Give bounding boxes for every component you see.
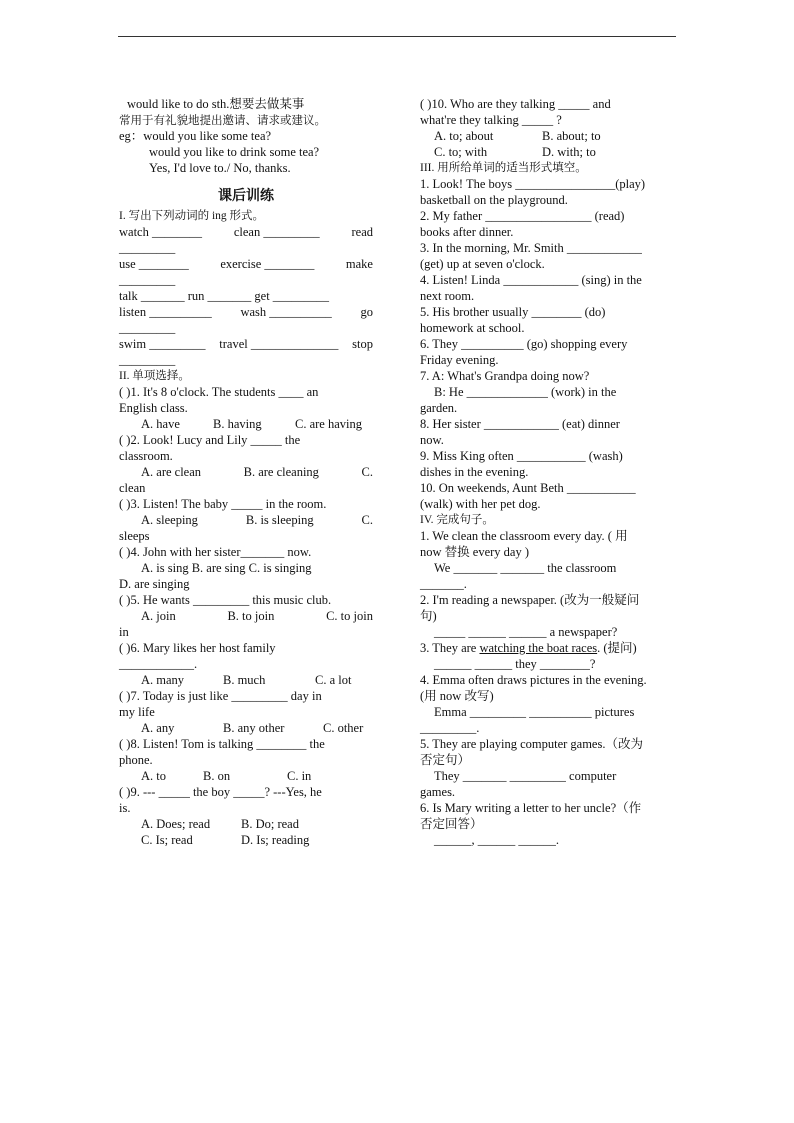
question-8-cont: phone. <box>119 753 153 767</box>
question-10-cont: what're they talking _____ ? <box>420 113 562 127</box>
underlined-phrase: watching the boat races <box>479 641 598 655</box>
fill-6-cont: Friday evening. <box>420 353 499 367</box>
intro-example-3: Yes, I'd love to./ No, thanks. <box>149 161 291 175</box>
intro-example: eg：would you like some tea? <box>119 129 272 143</box>
question-8: ( )8. Listen! Tom is talking ________ the <box>119 737 325 751</box>
question-10-options-1: A. to; about B. about; to <box>434 129 601 143</box>
intro-example-2: would you like to drink some tea? <box>149 145 320 159</box>
verb-row-1: watch ________ clean _________ read <box>119 225 373 239</box>
fill-3: 3. In the morning, Mr. Smith ____________ <box>420 241 642 255</box>
question-5-options: A. join B. to join C. to join <box>141 609 373 623</box>
verb-blank-4: _________ <box>119 321 176 335</box>
sentence-5-cont: 否定句） <box>420 753 471 767</box>
verb-blank-5: _________ <box>119 353 176 367</box>
fill-5-cont: homework at school. <box>420 321 525 335</box>
verb-blank-2: _________ <box>119 273 176 287</box>
left-column <box>119 96 373 848</box>
question-10: ( )10. Who are they talking _____ and <box>420 97 611 111</box>
section-1-title: I. 写出下列动词的 ing 形式。 <box>119 210 265 222</box>
fill-5: 5. His brother usually ________ (do) <box>420 305 606 319</box>
sentence-5-answer: They _______ _________ computer <box>434 769 617 783</box>
question-5: ( )5. He wants _________ this music club. <box>119 593 332 607</box>
question-9-options-2: C. Is; read D. Is; reading <box>141 833 310 847</box>
question-9-options-1: A. Does; read B. Do; read <box>141 817 299 831</box>
question-4-options: A. is sing B. are sing C. is singing <box>141 561 312 575</box>
right-column <box>420 96 674 848</box>
sentence-4-answer: Emma _________ __________ pictures <box>434 705 635 719</box>
fill-6: 6. They __________ (go) shopping every <box>420 337 628 351</box>
fill-10-cont: (walk) with her pet dog. <box>420 497 541 511</box>
verb-row-3: talk _______ run _______ get _________ <box>119 289 330 303</box>
fill-7: 7. A: What's Grandpa doing now? <box>420 369 590 383</box>
fill-4: 4. Listen! Linda ____________ (sing) in the <box>420 273 642 287</box>
fill-9-cont: dishes in the evening. <box>420 465 529 479</box>
sentence-4-answer-cont: _________. <box>420 721 480 735</box>
question-6-options: A. many B. much C. a lot <box>141 673 352 687</box>
fill-8-cont: now. <box>420 433 444 447</box>
verb-row-5: swim _________ travel ______________ stop <box>119 337 373 351</box>
question-3-option-c: sleeps <box>119 529 150 543</box>
question-5-option-c: in <box>119 625 129 639</box>
fill-4-cont: next room. <box>420 289 475 303</box>
fill-8: 8. Her sister ____________ (eat) dinner <box>420 417 620 431</box>
question-2-cont: classroom. <box>119 449 173 463</box>
sentence-6-answer: ______, ______ ______. <box>434 833 559 847</box>
question-4-option-d: D. are singing <box>119 577 190 591</box>
sentence-4-cont: (用 now 改写) <box>420 689 494 703</box>
sentence-1-answer-cont: _______. <box>420 577 467 591</box>
question-2-option-c: clean <box>119 481 146 495</box>
question-1-cont: English class. <box>119 401 188 415</box>
page-title: 课后训练 <box>218 188 274 204</box>
intro-phrase: would like to do sth.想要去做某事 <box>127 97 305 111</box>
question-10-options-2: C. to; with D. with; to <box>434 145 596 159</box>
sentence-2: 2. I'm reading a newspaper. (改为一般疑问 <box>420 593 640 607</box>
sentence-1-cont: now 替换 every day ) <box>420 545 529 559</box>
fill-9: 9. Miss King often ___________ (wash) <box>420 449 623 463</box>
fill-3-cont: (get) up at seven o'clock. <box>420 257 545 271</box>
sentence-6-cont: 否定回答） <box>420 817 483 831</box>
fill-7-cont: garden. <box>420 401 458 415</box>
section-2-title: II. 单项选择。 <box>119 370 190 382</box>
fill-1: 1. Look! The boys ________________(play) <box>420 177 646 191</box>
verb-row-2: use ________ exercise ________ make <box>119 257 373 271</box>
question-1-options: A. have B. having C. are having <box>141 417 362 431</box>
question-7-cont: my life <box>119 705 155 719</box>
sentence-1-answer: We _______ _______ the classroom <box>434 561 617 575</box>
sentence-4: 4. Emma often draws pictures in the evening. <box>420 673 647 687</box>
sentence-2-answer: _____ ______ ______ a newspaper? <box>434 625 618 639</box>
fill-2: 2. My father _________________ (read) <box>420 209 625 223</box>
question-8-options: A. to B. on C. in <box>141 769 312 783</box>
verb-blank-1: _________ <box>119 241 176 255</box>
sentence-1: 1. We clean the classroom every day. ( 用 <box>420 529 628 543</box>
question-7: ( )7. Today is just like _________ day in <box>119 689 322 703</box>
question-6: ( )6. Mary likes her host family <box>119 641 276 655</box>
question-4: ( )4. John with her sister_______ now. <box>119 545 312 559</box>
question-9: ( )9. --- _____ the boy _____? ---Yes, he <box>119 785 322 799</box>
sentence-5: 5. They are playing computer games.（改为 <box>420 737 643 751</box>
intro-usage: 常用于有礼貌地提出邀请、请求或建议。 <box>119 113 326 127</box>
question-9-cont: is. <box>119 801 131 815</box>
fill-7-answer: B: He _____________ (work) in the <box>434 385 617 399</box>
sentence-2-cont: 句) <box>420 609 437 623</box>
section-4-title: IV. 完成句子。 <box>420 514 494 526</box>
sentence-3-answer: ______ ______ they ________? <box>434 657 596 671</box>
question-2: ( )2. Look! Lucy and Lily _____ the <box>119 433 301 447</box>
verb-row-4: listen __________ wash __________ go <box>119 305 373 319</box>
sentence-3: 3. They are watching the boat races. (提问) <box>420 641 637 655</box>
question-3: ( )3. Listen! The baby _____ in the room. <box>119 497 327 511</box>
header-rule <box>118 36 676 37</box>
fill-2-cont: books after dinner. <box>420 225 514 239</box>
question-6-cont: ____________. <box>119 657 198 671</box>
sentence-5-answer-cont: games. <box>420 785 456 799</box>
question-2-options: A. are clean B. are cleaning C. <box>141 465 373 479</box>
section-3-title: III. 用所给单词的适当形式填空。 <box>420 162 587 174</box>
sentence-6: 6. Is Mary writing a letter to her uncle?（作 <box>420 801 642 815</box>
question-3-options: A. sleeping B. is sleeping C. <box>141 513 373 527</box>
fill-1-cont: basketball on the playground. <box>420 193 568 207</box>
fill-10: 10. On weekends, Aunt Beth ___________ <box>420 481 636 495</box>
question-7-options: A. any B. any other C. other <box>141 721 364 735</box>
question-1: ( )1. It's 8 o'clock. The students ____ an <box>119 385 319 399</box>
